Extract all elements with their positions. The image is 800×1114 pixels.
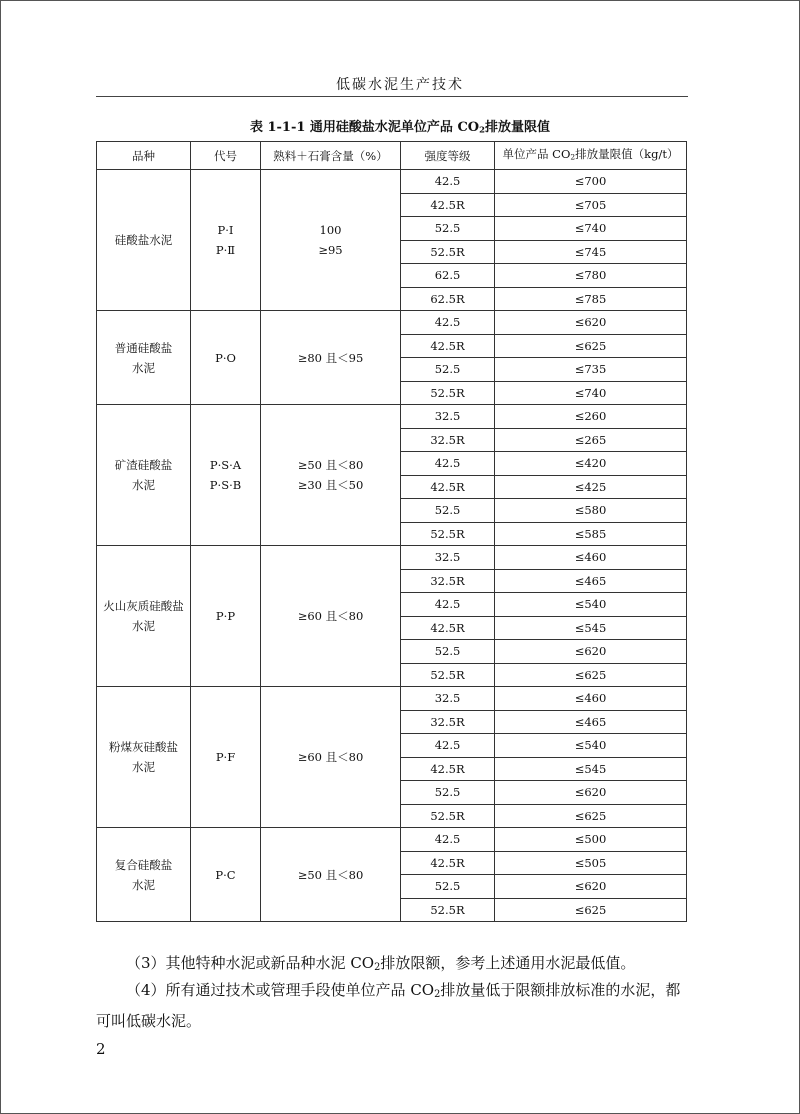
cell-limit: ≤465: [495, 569, 687, 593]
header-variety: 品种: [97, 142, 191, 170]
cell-variety-line: 矿渣硅酸盐: [114, 458, 173, 472]
cell-variety-line: 水泥: [132, 360, 155, 375]
cell-limit: ≤260: [495, 405, 687, 429]
cell-limit: ≤625: [495, 898, 687, 922]
cell-limit: ≤505: [495, 851, 687, 875]
table-caption-subscript: 2: [479, 124, 486, 135]
cell-limit: ≤745: [495, 240, 687, 264]
table-caption-prefix: 表 1-1-1 通用硅酸盐水泥单位产品 CO: [249, 120, 480, 135]
cell-limit: ≤465: [495, 710, 687, 734]
cell-code-line: P·C: [215, 867, 236, 882]
cell-code: [191, 170, 261, 311]
cell-grade: 52.5: [401, 217, 495, 241]
cell-code: [191, 546, 261, 687]
paragraph-4-subscript: 2: [434, 988, 441, 1000]
cell-grade: 32.5: [401, 687, 495, 711]
table-body: [97, 170, 687, 922]
cell-grade: 42.5: [401, 828, 495, 852]
cell-limit: ≤625: [495, 804, 687, 828]
cell-grade: 42.5: [401, 593, 495, 617]
cell-variety-line: 硅酸盐水泥: [114, 233, 173, 247]
paragraph-4: [96, 977, 688, 1035]
cell-grade: 42.5: [401, 170, 495, 194]
table-caption-suffix: 排放量限值: [485, 120, 551, 135]
table-header-row: [97, 142, 687, 170]
table-row: [97, 311, 687, 335]
cell-limit: ≤460: [495, 687, 687, 711]
cell-grade: 32.5R: [401, 428, 495, 452]
cell-limit: ≤705: [495, 193, 687, 217]
cell-limit: ≤545: [495, 616, 687, 640]
cell-limit: ≤540: [495, 593, 687, 617]
cell-grade: 42.5R: [401, 475, 495, 499]
cell-limit: ≤620: [495, 311, 687, 335]
cell-grade: 52.5: [401, 499, 495, 523]
header-limit-prefix: 单位产品 CO: [502, 146, 571, 161]
cell-limit: ≤735: [495, 358, 687, 382]
cell-limit: ≤780: [495, 264, 687, 288]
cell-variety: [97, 546, 191, 687]
cell-content: [261, 405, 401, 546]
cell-content-line: ≥50 且＜80: [297, 867, 364, 882]
cell-grade: 52.5: [401, 781, 495, 805]
paragraph-3-prefix: （3）其他特种水泥或新品种水泥 CO: [126, 954, 375, 972]
emission-limit-table: [96, 141, 687, 922]
cell-grade: 42.5R: [401, 851, 495, 875]
cell-grade: 52.5: [401, 358, 495, 382]
cell-grade: 32.5: [401, 546, 495, 570]
cell-grade: 52.5: [401, 875, 495, 899]
cell-variety: [97, 405, 191, 546]
cell-limit: ≤500: [495, 828, 687, 852]
cell-content-line: ≥60 且＜80: [297, 750, 364, 764]
cell-grade: 42.5: [401, 452, 495, 476]
cell-content-line: ≥60 且＜80: [297, 609, 364, 623]
cell-grade: 52.5R: [401, 898, 495, 922]
cell-content-line: ≥50 且＜80: [297, 458, 364, 472]
cell-variety-line: 火山灰质硅酸盐: [103, 599, 184, 613]
cell-code: [191, 687, 261, 828]
cell-limit: ≤700: [495, 170, 687, 194]
cell-content-line: ≥30 且＜50: [297, 478, 364, 492]
cell-grade: 32.5R: [401, 569, 495, 593]
cell-grade: 52.5R: [401, 522, 495, 546]
cell-limit: ≤420: [495, 452, 687, 476]
cell-limit: ≤580: [495, 499, 687, 523]
cell-grade: 52.5R: [401, 240, 495, 264]
cell-grade: 52.5: [401, 640, 495, 664]
cell-variety-line: 普通硅酸盐: [114, 340, 173, 355]
running-head: 低碳水泥生产技术: [336, 77, 464, 93]
paragraph-3-subscript: 2: [374, 961, 381, 973]
table-row: [97, 546, 687, 570]
table-row: [97, 687, 687, 711]
cell-limit: ≤620: [495, 875, 687, 899]
cell-limit: ≤625: [495, 334, 687, 358]
cell-grade: 42.5: [401, 311, 495, 335]
cell-variety-line: 水泥: [132, 877, 155, 892]
cell-limit: ≤620: [495, 640, 687, 664]
page-number: 2: [96, 1040, 106, 1058]
cell-code-line: P·Ⅰ: [217, 223, 234, 237]
cell-grade: 62.5: [401, 264, 495, 288]
header-code: 代号: [191, 142, 261, 170]
cell-variety-line: 复合硅酸盐: [114, 857, 173, 872]
cell-variety-line: 水泥: [132, 760, 155, 774]
header-content: 熟料＋石膏含量（%）: [261, 142, 401, 170]
cell-code-line: P·Ⅱ: [215, 243, 236, 257]
header-rule: [96, 96, 688, 97]
cell-variety: [97, 687, 191, 828]
table-row: [97, 170, 687, 194]
cell-grade: 42.5R: [401, 193, 495, 217]
header-limit: [495, 142, 687, 170]
cell-content-line: ≥80 且＜95: [297, 350, 364, 365]
cell-variety: [97, 170, 191, 311]
cell-code-line: P·F: [215, 750, 236, 764]
cell-limit: ≤740: [495, 381, 687, 405]
cell-code: [191, 311, 261, 405]
cell-limit: ≤585: [495, 522, 687, 546]
cell-content-line: 100: [319, 223, 342, 237]
cell-limit: ≤620: [495, 781, 687, 805]
cell-code: [191, 405, 261, 546]
cell-code-line: P·P: [215, 609, 236, 623]
cell-limit: ≤425: [495, 475, 687, 499]
cell-content: [261, 170, 401, 311]
cell-limit: ≤625: [495, 663, 687, 687]
cell-content-line: ≥95: [318, 243, 343, 257]
cell-grade: 52.5R: [401, 804, 495, 828]
cell-grade: 62.5R: [401, 287, 495, 311]
cell-limit: ≤785: [495, 287, 687, 311]
header-limit-suffix: 排放量限值（kg/t）: [575, 146, 679, 161]
cell-grade: 42.5R: [401, 616, 495, 640]
cell-code-line: P·O: [215, 350, 236, 365]
cell-grade: 42.5R: [401, 334, 495, 358]
cell-variety-line: 粉煤灰硅酸盐: [109, 740, 178, 754]
paragraph-3-suffix: 排放限额，参考上述通用水泥最低值。: [380, 954, 636, 972]
cell-content: [261, 311, 401, 405]
cell-limit: ≤265: [495, 428, 687, 452]
cell-limit: ≤545: [495, 757, 687, 781]
cell-code: [191, 828, 261, 922]
cell-content: [261, 546, 401, 687]
cell-grade: 32.5: [401, 405, 495, 429]
table-caption: [0, 116, 800, 135]
cell-grade: 42.5R: [401, 757, 495, 781]
cell-variety-line: 水泥: [132, 478, 155, 492]
cell-code-line: P·S·A: [209, 458, 242, 472]
cell-limit: ≤540: [495, 734, 687, 758]
cell-content: [261, 828, 401, 922]
paragraph-4-suffix: 排放量低于限额排放标准的水泥，都可叫低碳水泥。: [96, 981, 681, 1030]
cell-variety: [97, 828, 191, 922]
cell-grade: 52.5R: [401, 381, 495, 405]
cell-limit: ≤460: [495, 546, 687, 570]
table-row: [97, 828, 687, 852]
cell-grade: 52.5R: [401, 663, 495, 687]
cell-limit: ≤740: [495, 217, 687, 241]
header-grade: 强度等级: [401, 142, 495, 170]
paragraph-4-prefix: （4）所有通过技术或管理手段使单位产品 CO: [126, 981, 435, 999]
cell-content: [261, 687, 401, 828]
cell-grade: 32.5R: [401, 710, 495, 734]
cell-grade: 42.5: [401, 734, 495, 758]
cell-variety-line: 水泥: [132, 619, 155, 633]
cell-code-line: P·S·B: [209, 478, 242, 492]
table-row: [97, 405, 687, 429]
cell-variety: [97, 311, 191, 405]
header-limit-subscript: 2: [570, 152, 576, 162]
